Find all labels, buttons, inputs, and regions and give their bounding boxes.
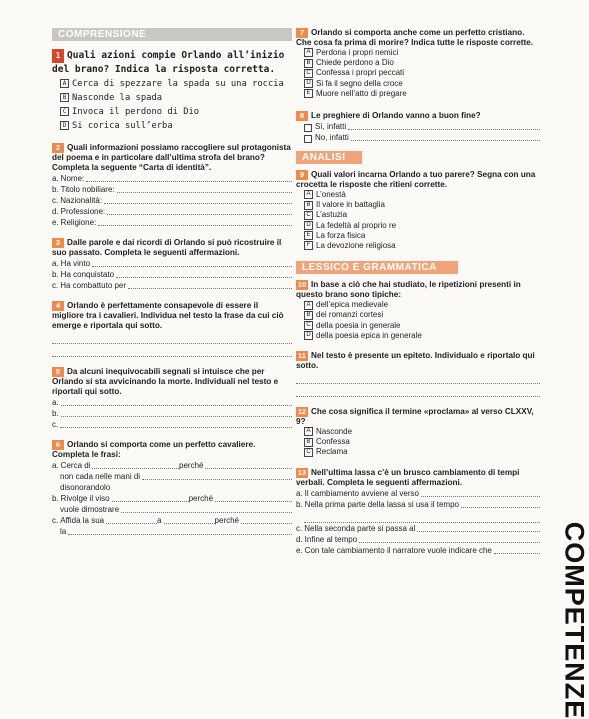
question-11-title: 11 Nel testo è presente un epiteto. Individualo e riportalo qui sotto. [296,351,535,371]
checkbox[interactable]: E [304,89,313,98]
question-5 [52,367,292,430]
checkbox[interactable] [304,124,312,132]
checkbox[interactable]: A [304,301,313,310]
question-number: 1 [52,49,64,63]
checkbox[interactable]: D [304,221,313,230]
answer-line[interactable] [104,203,292,204]
question-7 [296,28,540,99]
checkbox[interactable]: C [304,321,313,330]
answer-line[interactable] [52,344,292,357]
answer-line[interactable] [421,496,540,497]
option-a[interactable]: A L’onestà [304,190,540,200]
checkbox[interactable]: C [60,107,69,116]
answer-line[interactable] [296,371,540,384]
question-6 [52,440,292,537]
section-banner-lessico: LESSICO E GRAMMATICA [296,261,458,274]
answer-line[interactable] [112,501,189,502]
field-nazionalita[interactable]: c. Nazionalità: [52,195,292,206]
option-a[interactable]: A Nasconde [304,427,540,437]
answer-line[interactable] [92,266,292,267]
question-12-title: 12 Che cosa significa il termine «proclama» al verso CLXXV, 9? [296,407,534,427]
field-6a-line2[interactable]: non cada nelle mani di [52,471,292,482]
question-4-title: 4 Orlando è perfettamente consapevole di essere il migliore tra i cavalieri. Individua nel testo la frase da cui ciò emerge e riportala qui sotto. [52,301,284,330]
answer-line[interactable] [61,416,292,417]
answer-line[interactable] [296,384,540,397]
option-a[interactable]: A Cerca di spezzare la spada su una roccia [60,77,292,91]
answer-line[interactable] [92,468,179,469]
side-label [545,521,589,719]
left-column [52,28,292,537]
question-11 [296,351,540,397]
option-a[interactable]: A Perdona i propri nemici [304,48,540,58]
option-b[interactable]: B dei romanzi cortesi [304,310,540,320]
field-6b-line2[interactable]: vuole dimostrare [52,504,292,515]
option-a[interactable]: A dell’epica medievale [304,300,540,310]
option-c[interactable]: C della poesia in generale [304,321,540,331]
checkbox[interactable]: D [60,121,69,130]
answer-line[interactable] [461,507,540,508]
answer-line[interactable] [98,225,292,226]
answer-line[interactable] [241,523,292,524]
question-number: 13 [297,467,307,477]
option-d[interactable]: D della poesia epica in generale [304,331,540,341]
answer-line[interactable] [128,288,292,289]
field-segnale-b[interactable]: b. [52,408,292,419]
field-13e[interactable]: e. Con tale cambiamento il narratore vuole indicare che [296,545,540,556]
question-5-title: 5 Da alcuni inequivocabili segnali si intuisce che per Orlando si sta avvicinando la morte. Individuali nel testo e riportali qui sotto. [52,367,279,396]
answer-line[interactable] [205,468,292,469]
checkbox[interactable] [304,135,312,143]
field-ha-combattuto[interactable]: c. Ha combattuto per [52,280,292,291]
option-f[interactable]: F La devozione religiosa [304,241,540,251]
question-6-title: 6 Orlando si comporta come un perfetto cavaliere. Completa le frasi: [52,440,256,459]
answer-line[interactable] [304,510,540,523]
question-8-title: 8 Le preghiere di Orlando vanno a buon fine? [296,111,540,121]
checkbox[interactable]: B [304,438,313,447]
question-number: 9 [296,170,308,180]
answer-line[interactable] [351,140,540,141]
question-number: 4 [52,301,64,311]
section-banner-comprensione: COMPRENSIONE [52,28,292,41]
answer-line[interactable] [68,534,292,535]
option-d[interactable]: D La fedeltà al proprio re [304,221,540,231]
answer-line[interactable] [116,277,292,278]
question-13 [296,468,540,556]
question-2-title: 2 Quali informazioni possiamo raccogliere sul protagonista del poema e in particolare dall’ultima strofa del brano? Completa la seguente “Carta di identità”. [52,143,291,172]
question-9 [296,170,540,251]
checkbox[interactable]: A [60,79,69,88]
field-13b[interactable]: b. Nella prima parte della lassa si usa il tempo [296,499,540,510]
side-label-text: COMPETENZE [559,521,589,719]
option-c[interactable]: C Invoca il perdono di Dio [60,105,292,119]
question-number: 6 [52,440,64,450]
question-3-title: 3 Dalle parole e dai ricordi di Orlando si può ricostruire il suo passato. Completa le seguenti affermazioni. [52,238,282,257]
question-number: 5 [52,367,64,377]
option-e[interactable]: E La forza fisica [304,231,540,241]
option-d[interactable]: D Si corica sull’erba [60,119,292,133]
checkbox[interactable]: D [304,331,313,340]
checkbox[interactable]: F [304,241,313,250]
question-10-title: 10 In base a ciò che hai studiato, le ripetizioni presenti in questo brano sono tipiche: [296,280,521,300]
question-number: 11 [296,351,308,361]
checkbox[interactable]: B [304,311,313,320]
option-b[interactable]: B Nasconde la spada [60,91,292,105]
answer-line[interactable] [164,523,215,524]
question-number: 8 [296,111,308,121]
option-c[interactable]: C L’astuzia [304,210,540,220]
answer-line[interactable] [60,427,292,428]
question-4 [52,301,292,357]
answer-line[interactable] [494,553,540,554]
question-7-title: 7 Orlando si comporta anche come un perfetto cristiano. Che cosa fa prima di morire? Indica tutte le risposte corrette. [296,28,534,47]
question-2 [52,143,292,228]
checkbox[interactable]: E [304,231,313,240]
field-6a-line3: disonorandolo [60,483,111,492]
checkbox[interactable]: A [304,48,313,57]
field-6b-line1[interactable]: b. Rivolge il viso perché [52,493,292,504]
checkbox[interactable]: C [304,211,313,220]
question-1-title: 1 Quali azioni compie Orlando all’inizio del brano? Indica la risposta corretta. [52,50,285,75]
right-column [296,28,540,556]
answer-line[interactable] [107,214,292,215]
option-si[interactable]: Sì, infatti [304,121,540,132]
field-religione[interactable]: e. Religione: [52,217,292,228]
question-8 [296,111,540,143]
answer-line[interactable] [121,512,292,513]
field-13d[interactable]: d. Infine al tempo [296,534,540,545]
question-1 [52,49,292,133]
field-6c-line2[interactable]: la [52,526,292,537]
question-number: 12 [297,407,307,417]
checkbox[interactable]: B [304,59,313,68]
field-13a[interactable]: a. Il cambiamento avviene al verso [296,488,540,499]
checkbox[interactable]: C [304,69,313,78]
field-ha-vinto[interactable]: a. Ha vinto [52,258,292,269]
question-10 [296,280,540,341]
option-b[interactable]: B Il valore in battaglia [304,200,540,210]
option-e[interactable]: E Muore nell’atto di pregare [304,89,540,99]
question-13-title: 13 Nell’ultima lassa c’è un brusco cambiamento di tempi verbali. Completa le seguenti affermazioni. [296,467,520,487]
answer-line[interactable] [215,501,292,502]
field-6c-line1[interactable]: c. Affida la sua a perché [52,515,292,526]
field-segnale-a[interactable]: a. [52,397,292,408]
option-c[interactable]: C Confessa i propri peccati [304,68,540,78]
option-d[interactable]: D Si fa il segno della croce [304,79,540,89]
answer-line[interactable] [52,331,292,344]
field-nome[interactable]: a. Nome: [52,173,292,184]
answer-line[interactable] [86,181,292,182]
answer-line[interactable] [417,531,540,532]
section-banner-analisi: ANALISI [296,151,362,164]
answer-line[interactable] [359,542,540,543]
answer-line[interactable] [117,192,292,193]
answer-line[interactable] [61,405,292,406]
checkbox[interactable]: C [304,448,313,457]
question-number: 3 [52,238,64,248]
question-9-title: 9 Quali valori incarna Orlando a tuo parere? Segna con una crocetta le risposte che ritieni corrette. [296,170,536,190]
question-12 [296,407,540,458]
option-no[interactable]: No, infatti [304,132,540,143]
option-b[interactable]: B Confessa [304,437,540,447]
option-b[interactable]: B Chiede perdono a Dio [304,58,540,68]
checkbox[interactable]: D [304,79,313,88]
field-segnale-c[interactable]: c. [52,419,292,430]
field-ha-conquistato[interactable]: b. Ha conquistato [52,269,292,280]
answer-line[interactable] [106,523,157,524]
question-3 [52,238,292,291]
field-titolo[interactable]: b. Titolo nobiliare: [52,184,292,195]
checkbox[interactable]: B [60,93,69,102]
answer-line[interactable] [348,129,540,130]
option-c[interactable]: C Reclama [304,447,540,457]
checkbox[interactable]: B [304,201,313,210]
field-13c[interactable]: c. Nella seconda parte si passa al [296,523,540,534]
question-number: 7 [296,28,308,38]
field-6a-line1[interactable]: a. Cerca di perché [52,460,292,471]
checkbox[interactable]: A [304,190,313,199]
question-number: 10 [297,280,307,290]
field-professione[interactable]: d. Professione: [52,206,292,217]
answer-line[interactable] [142,479,292,480]
checkbox[interactable]: A [304,427,313,436]
question-number: 2 [52,143,64,153]
